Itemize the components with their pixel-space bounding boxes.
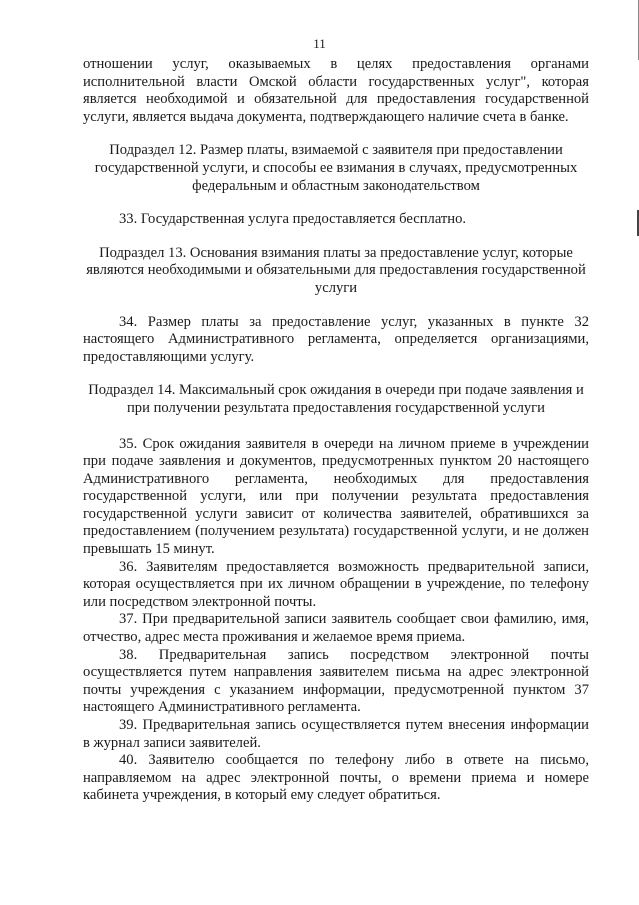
subsection-heading-13: Подраздел 13. Основания взимания платы за предоставление услуг, которые являются необходимыми и обязательными для предоставления государственной услуги: [86, 244, 586, 296]
paragraph-33: 33. Государственная услуга предоставляется бесплатно.: [119, 211, 467, 228]
paragraph-continuation: отношении услуг, оказываемых в целях предоставления органами исполнительной власти Омской области государственных услуг", которая является необходимой и обязательной для предоставления государственной услуги, является выдача документа, подтверждающего наличие счета в банке.: [83, 56, 589, 125]
paragraph-36: 36. Заявителям предоставляется возможность предварительной записи, которая осуществляется при их личном обращении в учреждение, по телефону или посредством электронной почты.: [83, 558, 589, 610]
document-body: [83, 56, 589, 805]
paragraph-37: 37. При предварительной записи заявитель сообщает свои фамилию, имя, отчество, адрес места проживания и желаемое время приема.: [83, 611, 589, 646]
paragraph-38: 38. Предварительная запись посредством электронной почты осуществляется путем направления заявителем письма на адрес электронной почты учреждения с указанием информации, предусмотренной пунктом 37 настоящего Административного регламента.: [83, 646, 589, 716]
subsection-heading-14: Подраздел 14. Максимальный срок ожидания в очереди при подаче заявления и при получении результата предоставления государственной услуги: [88, 382, 584, 416]
page-number: 11: [313, 36, 326, 51]
paragraph-34: 34. Размер платы за предоставление услуг, указанных в пункте 32 настоящего Административного регламента, определяется организациями, предоставляющими услугу.: [83, 313, 589, 365]
paragraph-40: 40. Заявителю сообщается по телефону либо в ответе на письмо, направляемом на адрес электронной почты, о времени приема и номере кабинета учреждения, в который ему следует обратиться.: [83, 752, 589, 804]
subsection-heading-12: Подраздел 12. Размер платы, взимаемой с заявителя при предоставлении государственной услуги, и способы ее взимания в случаях, предусмотренных федеральным и областным законодательством: [94, 142, 578, 194]
paragraph-35: 35. Срок ожидания заявителя в очереди на личном приеме в учреждении при подаче заявления и документов, предусмотренных пунктом 20 настоящего Административного регламента, необходимых для предоставления государственной услуги, или при получении результата предоставления государственной услуги зависит от количества заявителей, обратившихся за предоставлением (получением результата) государственной услуги, и не должен превышать 15 минут.: [83, 435, 589, 558]
paragraph-39: 39. Предварительная запись осуществляется путем внесения информации в журнал записи заявителей.: [83, 717, 589, 751]
